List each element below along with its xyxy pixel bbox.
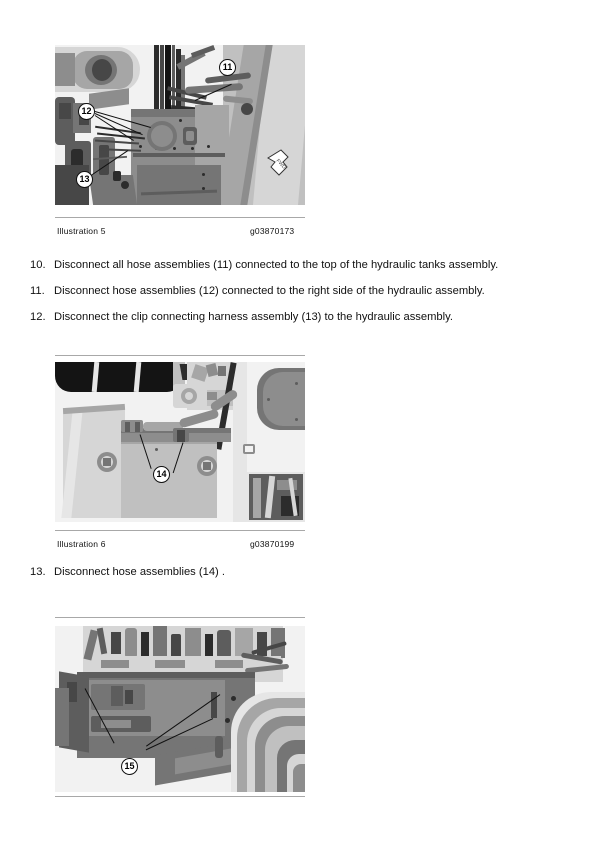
- illustration-7-bottom-rule: [55, 796, 305, 797]
- step-11: [30, 284, 575, 298]
- step-10-text: Disconnect all hose assemblies (11) connected to the top of the hydraulic tanks assembly.: [54, 259, 499, 271]
- step-13-text: Disconnect hose assemblies (14) .: [54, 566, 225, 578]
- illustration-6-graphic-id: g03870199: [250, 539, 295, 549]
- step-11-number: 11.: [30, 285, 45, 297]
- illustration-6-image: [55, 362, 305, 522]
- fwd-arrow-marker: [267, 149, 289, 177]
- illustration-5-graphic-id: g03870173: [250, 226, 295, 236]
- callout-13: 13: [76, 171, 93, 188]
- illustration-5-caption: [55, 226, 305, 242]
- step-13: [30, 565, 575, 579]
- step-12-text: Disconnect the clip connecting harness assembly (13) to the hydraulic assembly.: [54, 311, 454, 323]
- illustration-5-label: Illustration 5: [57, 226, 106, 236]
- illustration-7-top-rule: [55, 617, 305, 618]
- illustration-6-caption: [55, 539, 305, 555]
- illustration-6-label: Illustration 6: [57, 539, 106, 549]
- illustration-6-rule: [55, 530, 305, 531]
- illustration-7-image: [55, 626, 305, 792]
- figure-illustration-5: [55, 45, 305, 242]
- figure-illustration-7: [55, 617, 305, 797]
- figure-illustration-6: [55, 355, 305, 555]
- illustration-6-top-rule: [55, 355, 305, 356]
- illustration-5-rule: [55, 217, 305, 218]
- callout-11: 11: [219, 59, 236, 76]
- illustration-5-image: [55, 45, 305, 205]
- step-10-number: 10.: [30, 259, 46, 271]
- callout-15: 15: [121, 758, 138, 775]
- callout-12: 12: [78, 103, 95, 120]
- step-13-number: 13.: [30, 566, 46, 578]
- step-10: [30, 258, 575, 272]
- step-12-number: 12.: [30, 311, 46, 323]
- callout-14: 14: [153, 466, 170, 483]
- step-12: [30, 310, 575, 324]
- svg-text:FWD: FWD: [274, 158, 287, 171]
- step-11-text: Disconnect hose assemblies (12) connected to the right side of the hydraulic assembly.: [54, 285, 485, 297]
